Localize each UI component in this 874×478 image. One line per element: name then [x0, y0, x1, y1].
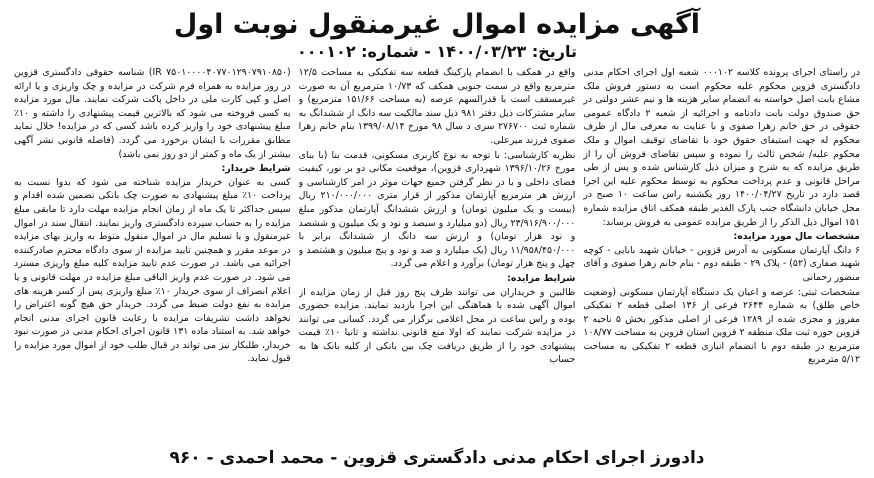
expert-opinion-paragraph: نظریه کارشناسی: با توجه به نوع کاربری مسکونی، قدمت بنا (با بنای مورخ ۱۳۹۶/۱۰/۲۶ شهرداری قزوین)، موقعیت مکانی دو بر نور، کیفیت فضای داخلی و با در نظر گرفتن جمیع جهات موثر در امر کارشناسی و ارزش هر مترمربع آپارتمان مذکور از قرار متری ۲۱۰/۰۰۰/۰۰۰ ریال (بیست و یک میلیون تومان) و ارزش ششدانگ آپارتمان مذکور مبلغ ۲۳/۹۱۶/۹۰۰/۰۰۰ ریال (دو میلیارد و سیصد و نود و یک میلیون و ششصد و نود هزار تومان) و ارزش سه دانگ از ششدانگ برابر با ۱۱/۹۵۸/۴۵۰/۰۰۰ ریال (یک میلیارد و صد و نود و پنج میلیون و هشتصد و چهل و پنج هزار تومان) برآورد و اعلام می گردد. — [298, 149, 576, 270]
notice-title: آگهی مزایده اموال غیرمنقول نوبت اول — [173, 9, 701, 40]
property-specs-heading: مشخصات مال مورد مزایده: — [733, 231, 860, 243]
date-number-line: تاریخ: ۱۴۰۰/۰۳/۲۳ - شماره: ۰۰۰۱۰۲ — [296, 42, 577, 61]
auction-conditions-paragraph: طالبین و خریداران می توانند ظرف پنج روز قبل از زمان مزایده از اموال آگهی شده با هماهنگی این اجرا بازدید نمایند. مزایده حضوری بوده و راس ساعت در محل اعلامی برگزار می گردد. کسانی می توانند در مزایده شرکت نمایند که اولا منع قانونی نداشته و ثانیا ۱۰٪ قیمت پیشنهادی خود را از طریق دریافت چک بین بانکی از کلیه بانک ها به حساب — [298, 286, 576, 366]
column-left — [14, 66, 291, 444]
registration-paragraph: مشخصات ثبتی: عرصه و اعیان یک دستگاه آپارتمان مسکونی (وضعیت خاص طلق) به شماره ۲۶۴۴ فرعی از ۱۳۶ اصلی قطعه ۲ تفکیکی مفروز و مجزی شده از ۱۲۸۹ فرعی از اصلی مذکور بخش ۵ ناحیه ۲ قزوین حوزه ثبت ملک منطقه ۲ قزوین استان قزوین به مساحت ۱۰۸/۷۷ مترمربع در طبقه دوم با انضمام انباری قطعه ۲ تفکیکی به مساحت ۵/۱۲ مترمربع — [583, 286, 860, 366]
auction-conditions-heading: شرایط مزایده: — [507, 272, 576, 284]
column-right — [583, 66, 860, 444]
buyer-conditions-paragraph: کسی به عنوان خریدار مزایده شناخته می شود که بدوا نسبت به پرداخت ۱۰٪ مبلغ پیشنهادی به صورت چک بانکی تضمین شده اقدام و سپس حداکثر تا یک ماه از زمان انجام مزایده مهلت دارد تا مابقی مبلغ مزایده را به حساب سپرده دادگستری واریز نمایند. انتقال سند در اموال غیرمنقول و یا تسلیم مال در اموال منقول منوط به واریز بهای مزایده در موعد مقرر و همچنین تایید مزایده از سوی دادگاه محترم صادرکننده اجرائیه می باشد. در صورت عدم تایید مزایده کلیه مبلغ واریزی مسترد می شود. در صورت عدم واریز الباقی مبلغ مزایده در مهلت قانونی و یا اعلام انصراف از سوی خریدار ۱۰٪ مبلغ واریزی پس از کسر هزینه های مزایده به نفع دولت ضبط می گردد. خریدار حق هیچ گونه اعتراض را نخواهد داشت تشریفات مزایده با رعایت قانون اجرای مدنی انجام خواهد شد. به استناد ماده ۱۳۱ قانون اجرای احکام مدنی در صورت نبود خریدار، طلبکار نیز می تواند در قبال طلب خود از اموال مورد مزایده را قبول نماید. — [14, 176, 291, 365]
property-continued-paragraph: واقع در همکف با انضمام پارکینگ قطعه سه تفکیکی به مساحت ۱۲/۵ مترمربع واقع در سمت جنوبی همکف که ۱۰/۷۳ مترمربع آن به صورت غیرمسقف است با قدرالسهم عرصه (به مساحت ۱۵۱/۶۶ مترمربع) و سایر مشترکات ذیل دفتر ۹۸۱ ذیل سند مالکیت سه دانگ از ششدانگ به شماره ثبت ۲۷۶۷۰۰ سری د سال ۹۸ مورخ ۱۳۹۹/۰۸/۱۴ بنام خانم زهرا صفوی فرزند میرعلی. — [298, 67, 576, 146]
property-address-paragraph: ۶ دانگ آپارتمان مسکونی به آدرس قزوین - خیابان شهید بابایی - کوچه شهید صفاری (۵۲) - پلاک ۲۹ - طبقه دوم - بنام خانم زهرا صفوی و آقای منصور رحمانی — [583, 244, 860, 283]
intro-paragraph: در راستای اجرای پرونده کلاسه ۰۰۰۱۰۲ شعبه اول اجرای احکام مدنی دادگستری قزوین محکوم علیه محکوم است به دستور فروش ملک مشاع بابت اصل خواسته به انضمام سایر هزینه ها و نیم عشر دولتی در حق صندوق دولت بابت دادنامه و اجرائیه از شعبه ۲ دادگاه عمومی حقوقی در حق خانم زهرا صفوی و با عنایت به معرفی مال از طرف محکوم له جهت استیفای حقوق خود با تقاضای توقیف اموال و ملک محکوم علیه/ شخص ثالث را نموده و سپس تقاضای فروش آن را از طریق مزایده که به شرح و میزان ذیل کارشناس شده و پس از طی مراحل قانونی و عدم پرداخت محکوم به توسط محکوم علیه این اجرا قصد دارد در تاریخ ۱۴۰۰/۰۴/۲۷ روز یکشنبه راس ساعت ۱۰ صبح در محل خیابان دانشگاه جنب پارک الغدیر طبقه همکف اتاق مزایده شماره ۱۵۱ اموال ذیل الذکر را از طریق مزایده عمومی به فروش برساند: — [583, 67, 860, 228]
signature-line: دادورز اجرای احکام مدنی دادگستری قزوین - محمد احمدی - ۹۶۰ — [169, 448, 705, 468]
buyer-conditions-heading: شرایط خریدار: — [221, 163, 291, 175]
payment-paragraph: (IR ۷۵۰۱۰۰۰۰۴۰۷۷۰۱۲۹۰۷۹۱۰۸۵۰) شناسه حقوقی دادگستری قزوین در روز مزایده به همراه فرم شرکت در مزایده و چک واریزی و یا ارائه اصل و کپی کارت ملی در داخل پاکت شرکت نمایند. مال مورد مزایده به کسی فروخته می شود که بالاترین قیمت پیشنهادی را داشته و ۱۰٪ مبلغ پیشنهادی خود را واریز کرده باشد کسی که در مزایده! خلال نماید مطابق مقررات با ایشان برخورد می گردد. (فاصله قانونی نشر آگهی بیشتر از یک ماه و کمتر از دو روز نمی باشد) — [14, 67, 291, 160]
notice-body — [14, 66, 860, 444]
column-middle — [299, 66, 576, 444]
